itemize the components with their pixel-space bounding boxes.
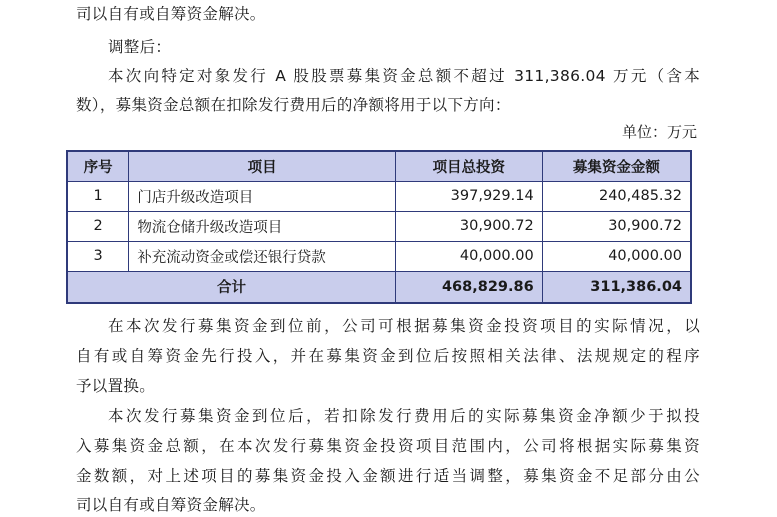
total-label: 合计: [67, 271, 395, 303]
intro-line-2: 数），募集资金总额在扣除发行费用后的净额将用于以下方向：: [76, 96, 511, 114]
cell-raised: 40,000.00: [542, 241, 691, 271]
table-row: [67, 211, 691, 241]
unit-label: 单位：万元: [621, 123, 697, 141]
table-row: [67, 241, 691, 271]
fund-usage-table: [66, 150, 692, 304]
cell-project: 补充流动资金或偿还银行贷款: [129, 241, 396, 271]
cell-project: 物流仓储升级改造项目: [129, 211, 396, 241]
adjusted-label: 调整后：: [108, 38, 172, 56]
cell-no: 3: [67, 241, 129, 271]
cell-no: 2: [67, 211, 129, 241]
total-investment: 468,829.86: [395, 271, 542, 303]
table-header-row: [67, 151, 691, 181]
intro-line-1: 本次向特定对象发行 A 股股票募集资金总额不超过 311,386.04 万元（含本: [108, 67, 700, 85]
paragraph-1-line-2: 自有或自筹资金先行投入，并在募集资金到位后按照相关法律、法规规定的程序: [76, 347, 700, 365]
header-total-investment: 项目总投资: [395, 151, 542, 181]
header-project: 项目: [129, 151, 396, 181]
header-no: 序号: [67, 151, 129, 181]
cell-total: 397,929.14: [395, 181, 542, 211]
cell-raised: 30,900.72: [542, 211, 691, 241]
header-raised-amount: 募集资金金额: [542, 151, 691, 181]
paragraph-1-line-3: 予以置换。: [76, 377, 156, 395]
cell-total: 30,900.72: [395, 211, 542, 241]
cell-total: 40,000.00: [395, 241, 542, 271]
paragraph-1-line-1: 在本次发行募集资金到位前，公司可根据募集资金投资项目的实际情况，以: [108, 317, 700, 335]
total-raised: 311,386.04: [542, 271, 691, 303]
cell-raised: 240,485.32: [542, 181, 691, 211]
paragraph-tail-line: 司以自有或自筹资金解决。: [76, 5, 266, 23]
cell-project: 门店升级改造项目: [129, 181, 396, 211]
table-total-row: [67, 271, 691, 303]
cell-no: 1: [67, 181, 129, 211]
paragraph-2-line-1: 本次发行募集资金到位后，若扣除发行费用后的实际募集资金净额少于拟投: [108, 407, 700, 425]
table-row: [67, 181, 691, 211]
paragraph-2-line-2: 入募集资金总额，在本次发行募集资金投资项目范围内，公司将根据实际募集资: [76, 437, 700, 455]
paragraph-2-line-4: 司以自有或自筹资金解决。: [76, 496, 266, 514]
paragraph-2-line-3: 金数额，对上述项目的募集资金投入金额进行适当调整，募集资金不足部分由公: [76, 467, 700, 485]
